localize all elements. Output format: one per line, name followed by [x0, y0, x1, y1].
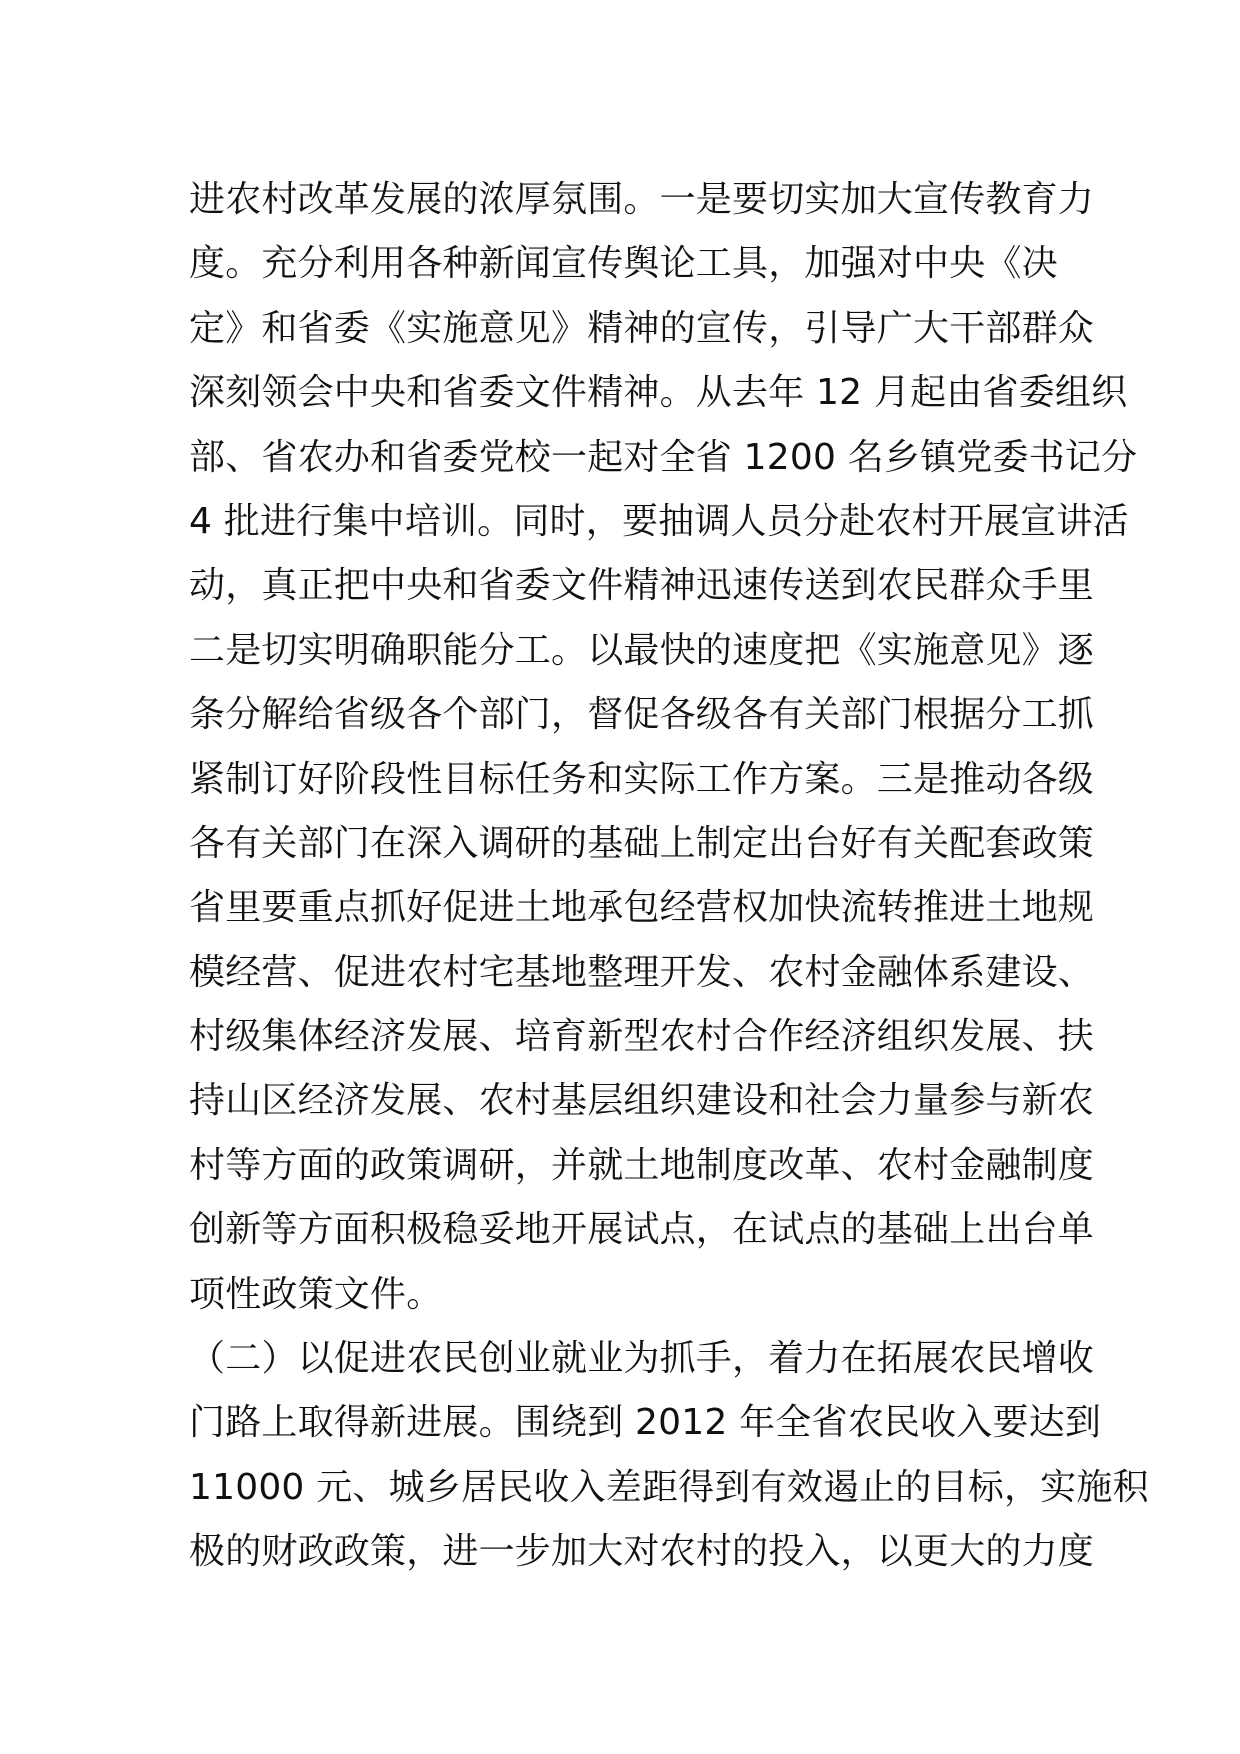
section-heading-line: （二）以促进农民创业就业为抓手，着力在拓展农民增收: [189, 1338, 1095, 1380]
text-line: 紧制订好阶段性目标任务和实际工作方案。三是推动各级: [189, 758, 1095, 800]
text-line: 动，真正把中央和省委文件精神迅速传送到农民群众手里: [189, 565, 1095, 607]
text-line: 各有关部门在深入调研的基础上制定出台好有关配套政策: [189, 822, 1095, 864]
text-line: 度。充分利用各种新闻宣传舆论工具，加强对中央《决: [189, 243, 1058, 285]
text-line: 模经营、促进农村宅基地整理开发、农村金融体系建设、: [189, 951, 1095, 993]
text-line: 项性政策文件。: [189, 1273, 443, 1315]
text-line: 4 批进行集中培训。同时，要抽调人员分赴农村开展宣讲活: [189, 500, 1129, 542]
text-line: 定》和省委《实施意见》精神的宣传，引导广大干部群众: [189, 307, 1095, 349]
text-line: 省里要重点抓好促进土地承包经营权加快流转推进土地规: [189, 887, 1095, 929]
body-text: [189, 168, 1149, 1585]
text-line: 创新等方面积极稳妥地开展试点，在试点的基础上出台单: [189, 1209, 1095, 1251]
text-line: 条分解给省级各个部门，督促各级各有关部门根据分工抓: [189, 694, 1095, 736]
text-line: 村级集体经济发展、培育新型农村合作经济组织发展、扶: [189, 1016, 1095, 1058]
text-line: 深刻领会中央和省委文件精神。从去年 12 月起由省委组织: [189, 372, 1128, 414]
text-line: 极的财政政策，进一步加大对农村的投入，以更大的力度: [189, 1531, 1095, 1573]
text-line: 11000 元、城乡居民收入差距得到有效遏止的目标，实施积: [189, 1466, 1149, 1508]
text-line: 进农村改革发展的浓厚氛围。一是要切实加大宣传教育力: [189, 179, 1095, 220]
text-line: 二是切实明确职能分工。以最快的速度把《实施意见》逐: [189, 629, 1095, 671]
text-line: 持山区经济发展、农村基层组织建设和社会力量参与新农: [189, 1080, 1095, 1122]
text-line: 部、省农办和省委党校一起对全省 1200 名乡镇党委书记分: [189, 436, 1138, 478]
text-line: 村等方面的政策调研，并就土地制度改革、农村金融制度: [189, 1144, 1095, 1186]
text-line: 门路上取得新进展。围绕到 2012 年全省农民收入要达到: [189, 1402, 1102, 1444]
